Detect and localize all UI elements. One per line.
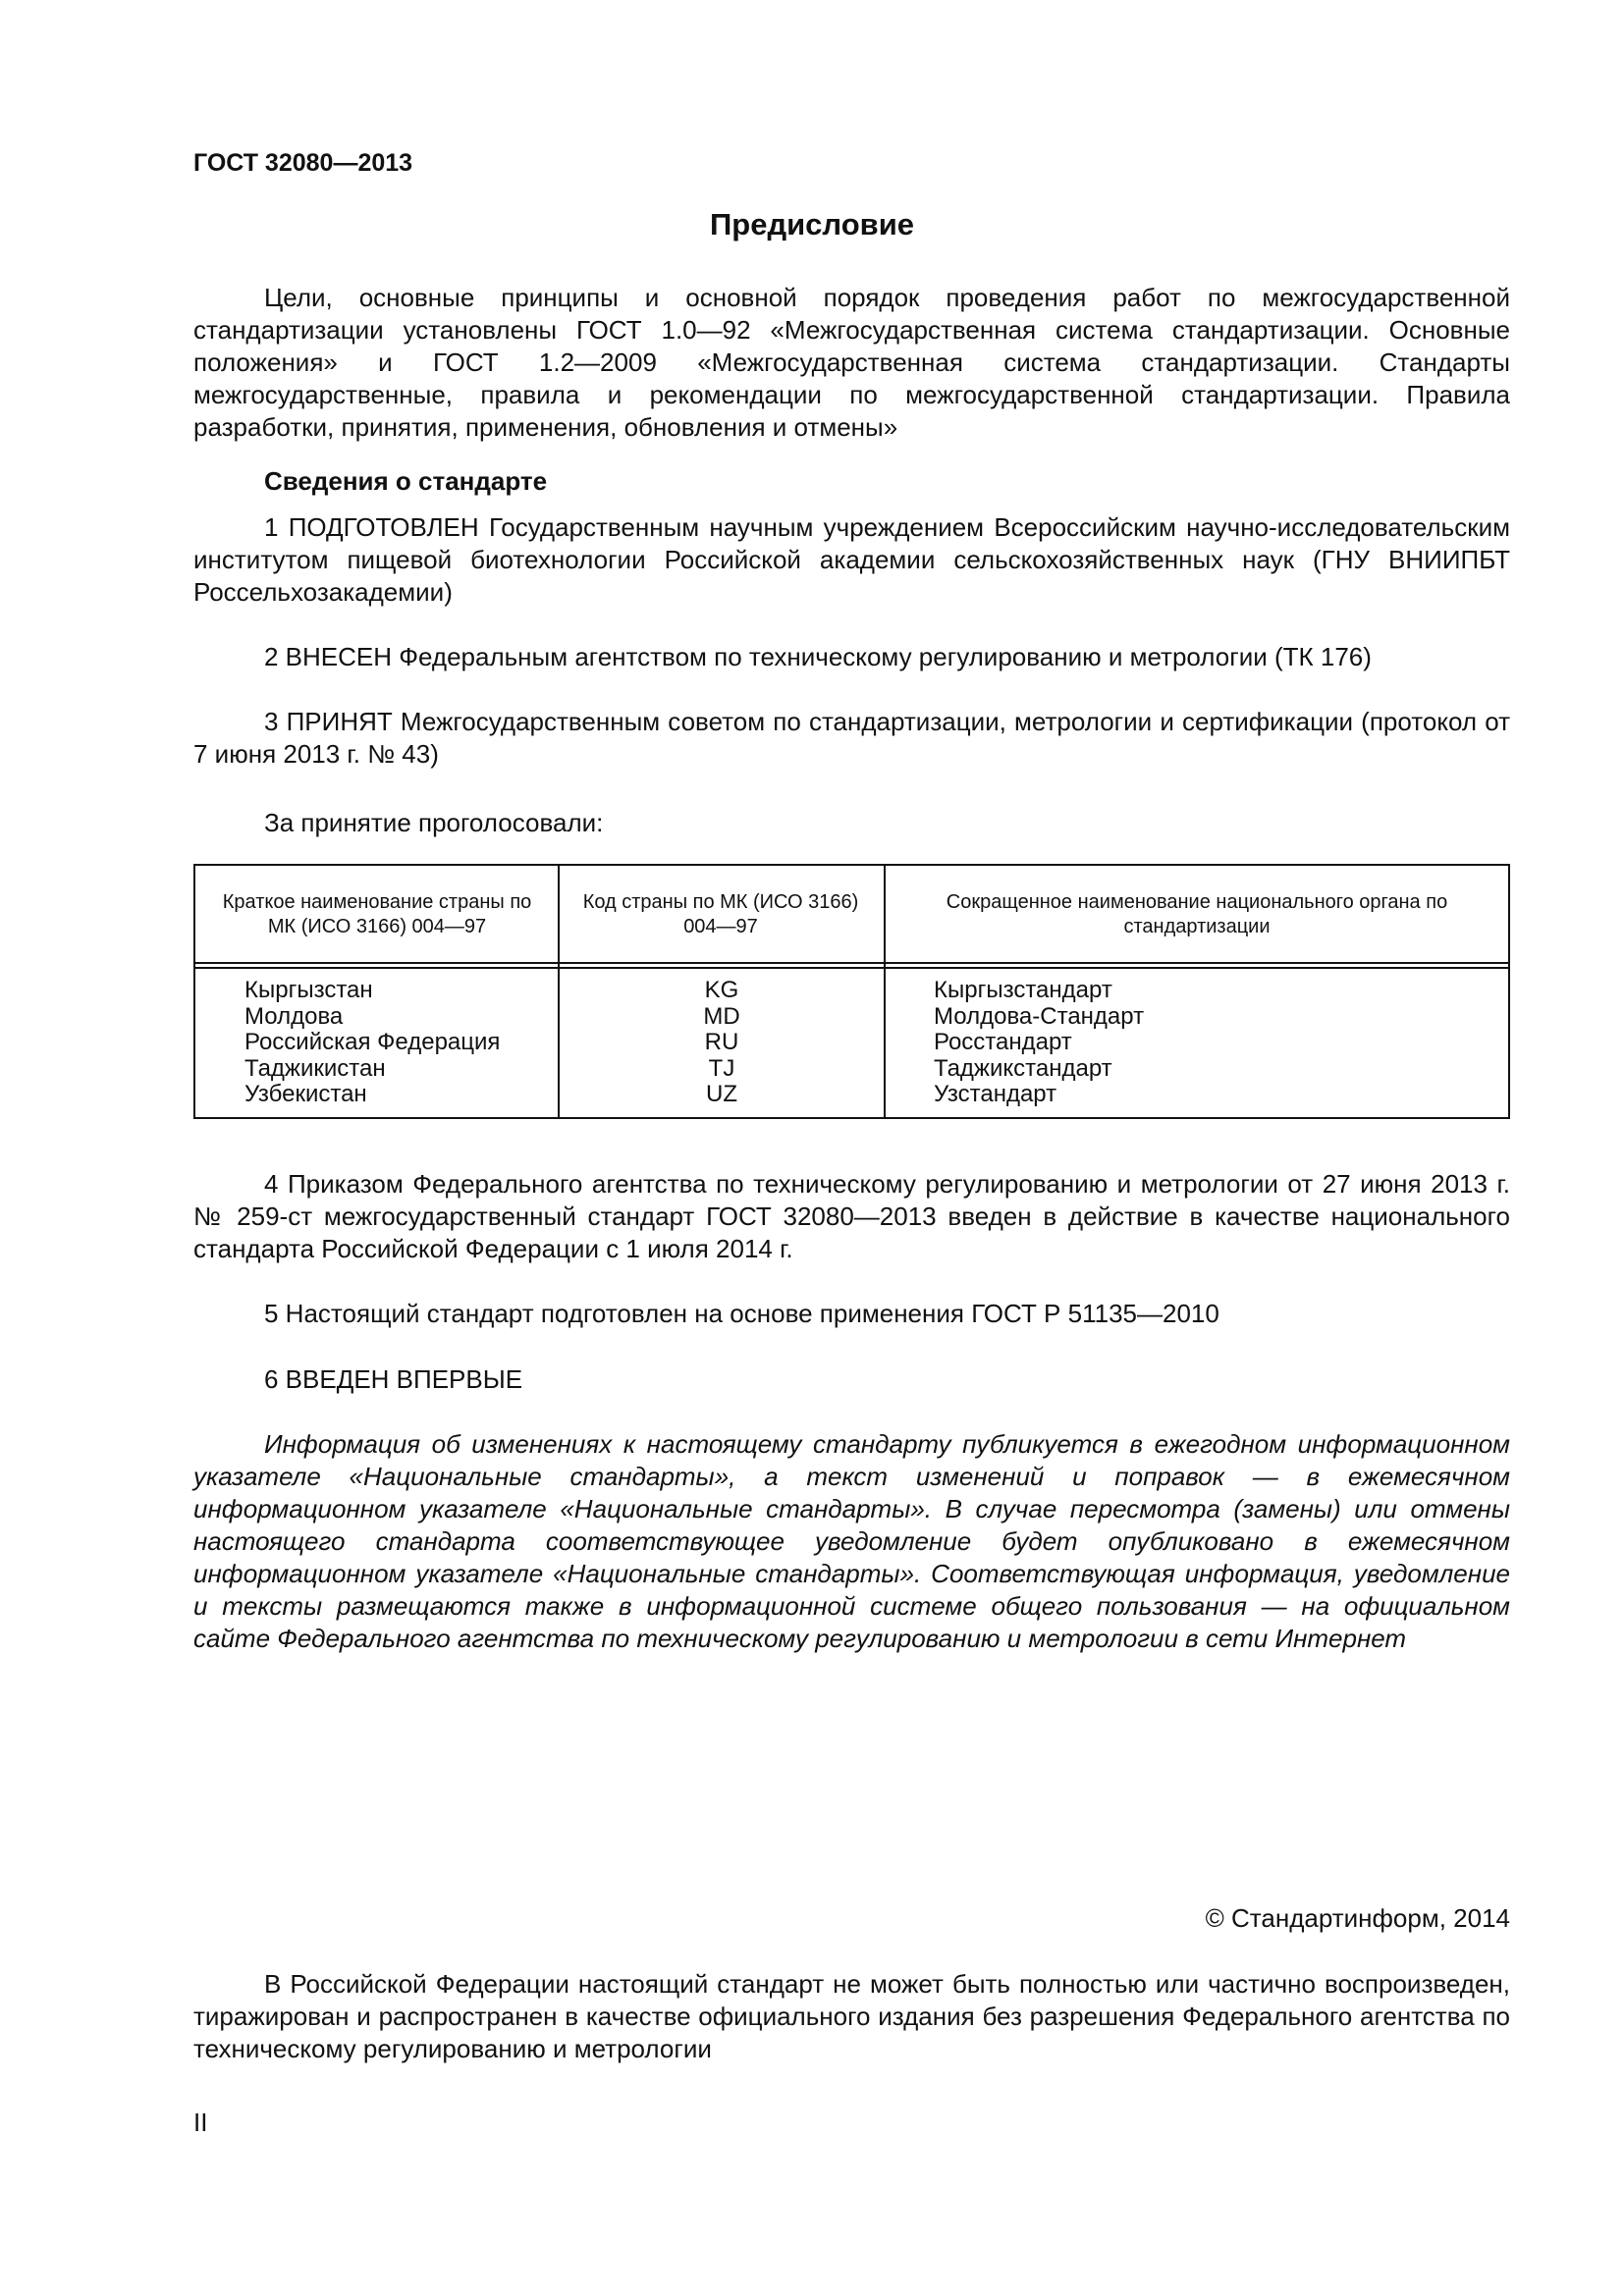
table-cell-body: Таджикстандарт xyxy=(934,1054,1112,1082)
table-cell-code: TJ xyxy=(708,1054,735,1082)
item-1-prepared: 1 ПОДГОТОВЛЕН Государственным научным учреждением Всероссийским научно-исследовательским институтом пищевой биотехнологии Российской академии сельскохозяйственных наук (ГНУ ВНИИПБТ Россельхозакадемии) xyxy=(193,512,1510,607)
table-cell-country: Узбекистан xyxy=(244,1081,367,1107)
table-header-divider xyxy=(195,967,1508,969)
table-cell-code: KG xyxy=(704,977,739,1003)
page-number: II xyxy=(193,2108,208,2137)
table-column-countries xyxy=(244,978,500,1108)
voting-table xyxy=(193,864,1510,1119)
table-cell-country: Кыргызстан xyxy=(244,977,373,1003)
document-code: ГОСТ 32080—2013 xyxy=(193,149,413,177)
item-6-introduced: 6 ВВЕДЕН ВПЕРВЫЕ xyxy=(264,1364,523,1394)
intro-paragraph: Цели, основные принципы и основной порядок проведения работ по межгосударственной стандартизации установлены ГОСТ 1.0—92 «Межгосударственная система стандартизации. Основные положения» и ГОСТ 1.2—2009 «Межгосударственная система стандартизации. Стандарты межгосударственные, правила и рекомендации по межгосударственной стандартизации. Правила разработки, принятия, применения, обновления и отмены» xyxy=(193,283,1510,442)
table-cell-body: Молдова-Стандарт xyxy=(934,1002,1145,1030)
table-column-divider xyxy=(884,866,886,1117)
table-cell-body: Росстандарт xyxy=(934,1029,1072,1055)
table-cell-country: Таджикистан xyxy=(244,1054,386,1082)
table-cell-code: UZ xyxy=(706,1081,737,1107)
table-cell-body: Узстандарт xyxy=(934,1081,1057,1107)
table-cell-code: RU xyxy=(704,1029,739,1055)
table-header-national-body: Сокращенное наименование национального органа по стандартизации xyxy=(946,891,1448,937)
item-2-submitted: 2 ВНЕСЕН Федеральным агентством по техническому регулированию и метрологии (ТК 176) xyxy=(264,642,1372,671)
changes-info-note: Информация об изменениях к настоящему стандарту публикуется в ежегодном информационном указателе «Национальные стандарты», а текст изменений и поправок — в ежемесячном информационном указателе «Национальные стандарты». В случае пересмотра (замены) или отмены настоящего стандарта соответствующее уведомление будет опубликовано в ежемесячном информационном указателе «Национальные стандарты». Соответствующая информация, уведомление и тексты размещаются также в информационной системе общего пользования — на официальном сайте Федерального агентства по техническому регулированию и метрологии в сети Интернет xyxy=(193,1429,1510,1653)
table-column-bodies xyxy=(934,978,1144,1108)
table-cell-body: Кыргызстандарт xyxy=(934,977,1112,1003)
vote-intro: За принятие проголосовали: xyxy=(264,808,604,837)
table-header-country-code: Код страны по МК (ИСО 3166) 004—97 xyxy=(582,891,859,937)
item-3-adopted: 3 ПРИНЯТ Межгосударственным советом по стандартизации, метрологии и сертификации (протокол от 7 июня 2013 г. № 43) xyxy=(193,707,1510,769)
copyright-notice: © Стандартинформ, 2014 xyxy=(1205,1903,1510,1933)
item-4-order: 4 Приказом Федерального агентства по техническому регулированию и метрологии от 27 июня 2013 г. № 259-ст межгосударственный стандарт ГОСТ 32080—2013 введен в действие в качестве национального стандарта Российской Федерации с 1 июля 2014 г. xyxy=(193,1169,1510,1263)
legal-notice: В Российской Федерации настоящий стандарт не может быть полностью или частично воспроизведен, тиражирован и распространен в качестве официального издания без разрешения Федерального агентства по техническому регулированию и метрологии xyxy=(193,1969,1510,2063)
page-title: Предисловие xyxy=(709,207,914,241)
table-column-codes xyxy=(560,978,884,1108)
table-cell-code: MD xyxy=(703,1002,740,1030)
table-cell-country: Молдова xyxy=(244,1002,344,1030)
table-header-country-name: Краткое наименование страны по МК (ИСО 3166) 004—97 xyxy=(222,891,532,937)
table-cell-country: Российская Федерация xyxy=(244,1029,501,1055)
item-5-basis: 5 Настоящий стандарт подготовлен на основе применения ГОСТ Р 51135—2010 xyxy=(264,1299,1219,1328)
standard-info-heading: Сведения о стандарте xyxy=(264,466,548,496)
